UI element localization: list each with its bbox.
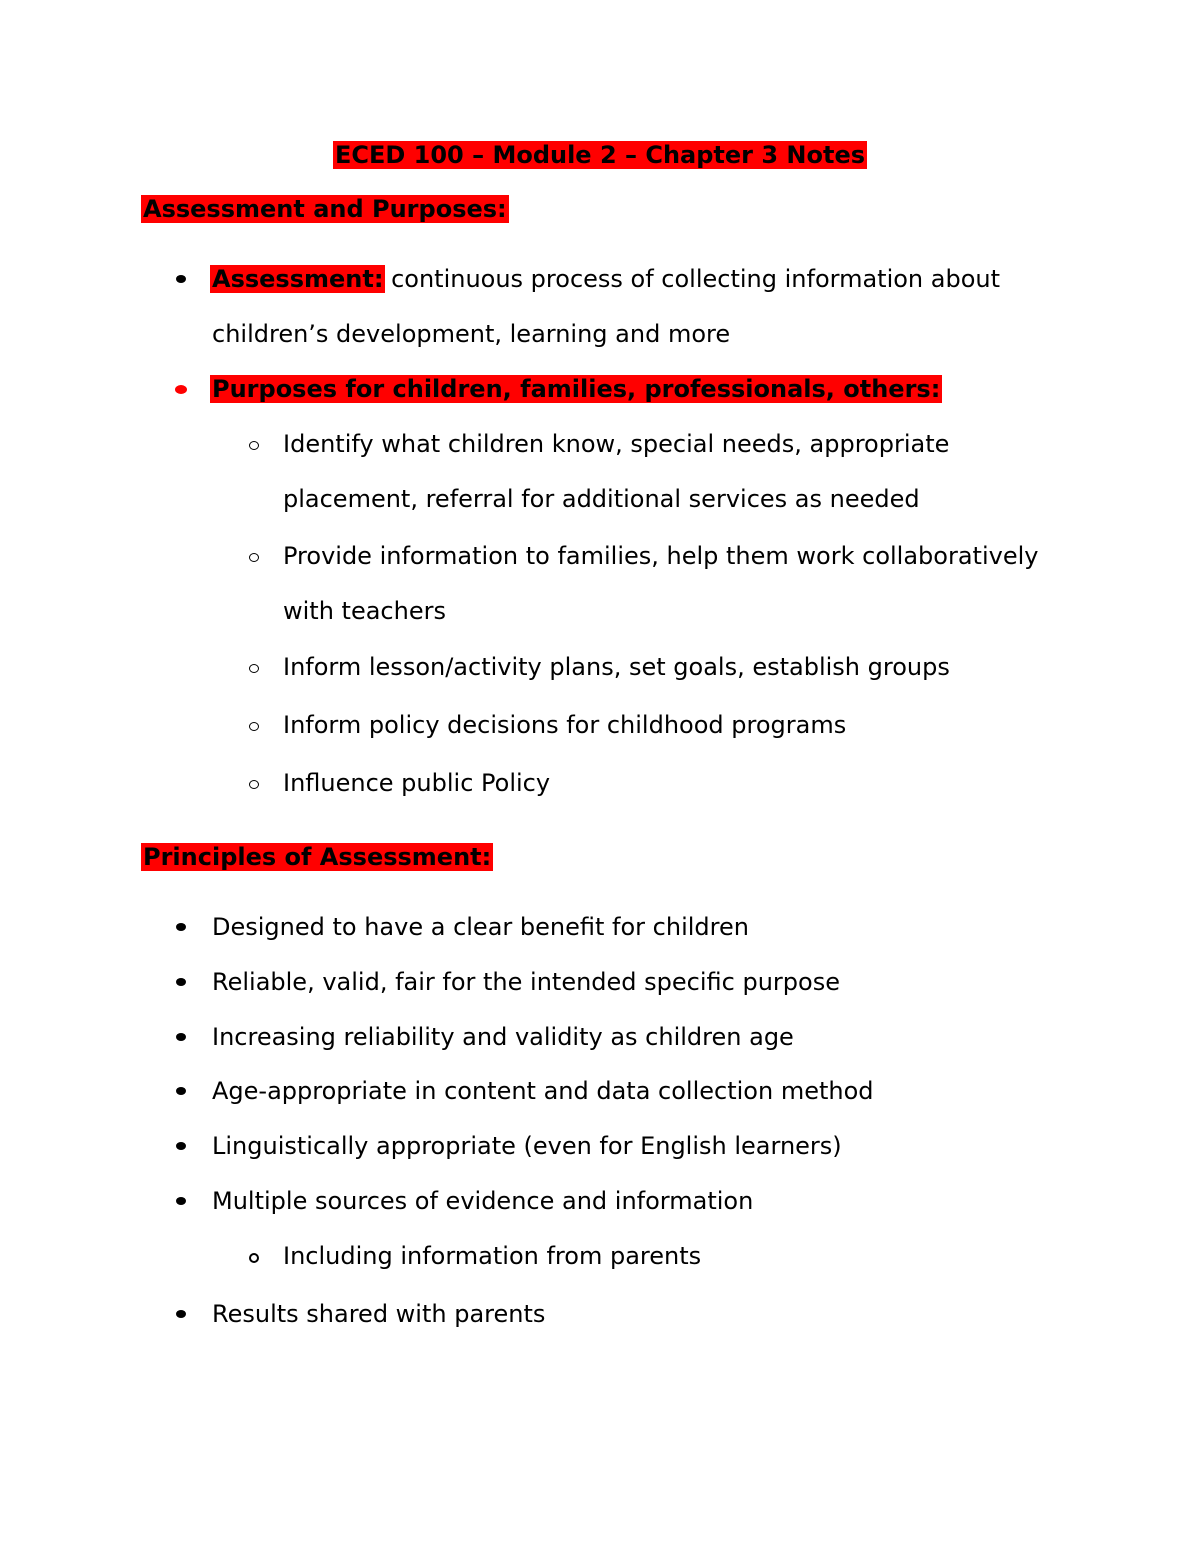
sub-item-provide-info: Provide information to families, help them work collaboratively with teachers [283, 529, 1083, 639]
sub-item-identify: Identify what children know, special needs, appropriate placement, referral for additional services as needed [283, 417, 1083, 527]
section-heading-assessment-purposes: Assessment and Purposes: [143, 195, 507, 223]
term-purposes: Purposes for children, families, professionals, others: [212, 375, 941, 403]
sub-item-inform-lesson: Inform lesson/activity plans, set goals, establish groups [283, 640, 1083, 695]
sub-item-influence-policy: Influence public Policy [283, 756, 1083, 811]
principle-item: Age-appropriate in content and data collection method [212, 1064, 1042, 1119]
assessment-definition-line1: continuous process of collecting information about [383, 265, 1001, 293]
principle-item-results-shared: Results shared with parents [212, 1287, 1042, 1342]
principle-item: Reliable, valid, fair for the intended specific purpose [212, 955, 1042, 1010]
document-title-text: ECED 100 – Module 2 – Chapter 3 Notes [334, 141, 866, 169]
principle-item: Multiple sources of evidence and information [212, 1174, 1042, 1229]
sub-item-inform-policy: Inform policy decisions for childhood programs [283, 698, 1083, 753]
sub-item-parent-info: Including information from parents [283, 1229, 1083, 1284]
section-heading-principles: Principles of Assessment: [143, 843, 492, 871]
principle-item: Designed to have a clear benefit for children [212, 900, 1042, 955]
document-title [0, 139, 1200, 171]
term-assessment: Assessment: [212, 265, 384, 293]
list-item-assessment-definition [212, 252, 1042, 362]
principle-item: Increasing reliability and validity as children age [212, 1010, 1042, 1065]
assessment-definition-line2: children’s development, learning and more [212, 320, 731, 348]
principle-item: Linguistically appropriate (even for English learners) [212, 1119, 1042, 1174]
list-item-purposes [212, 362, 1042, 417]
